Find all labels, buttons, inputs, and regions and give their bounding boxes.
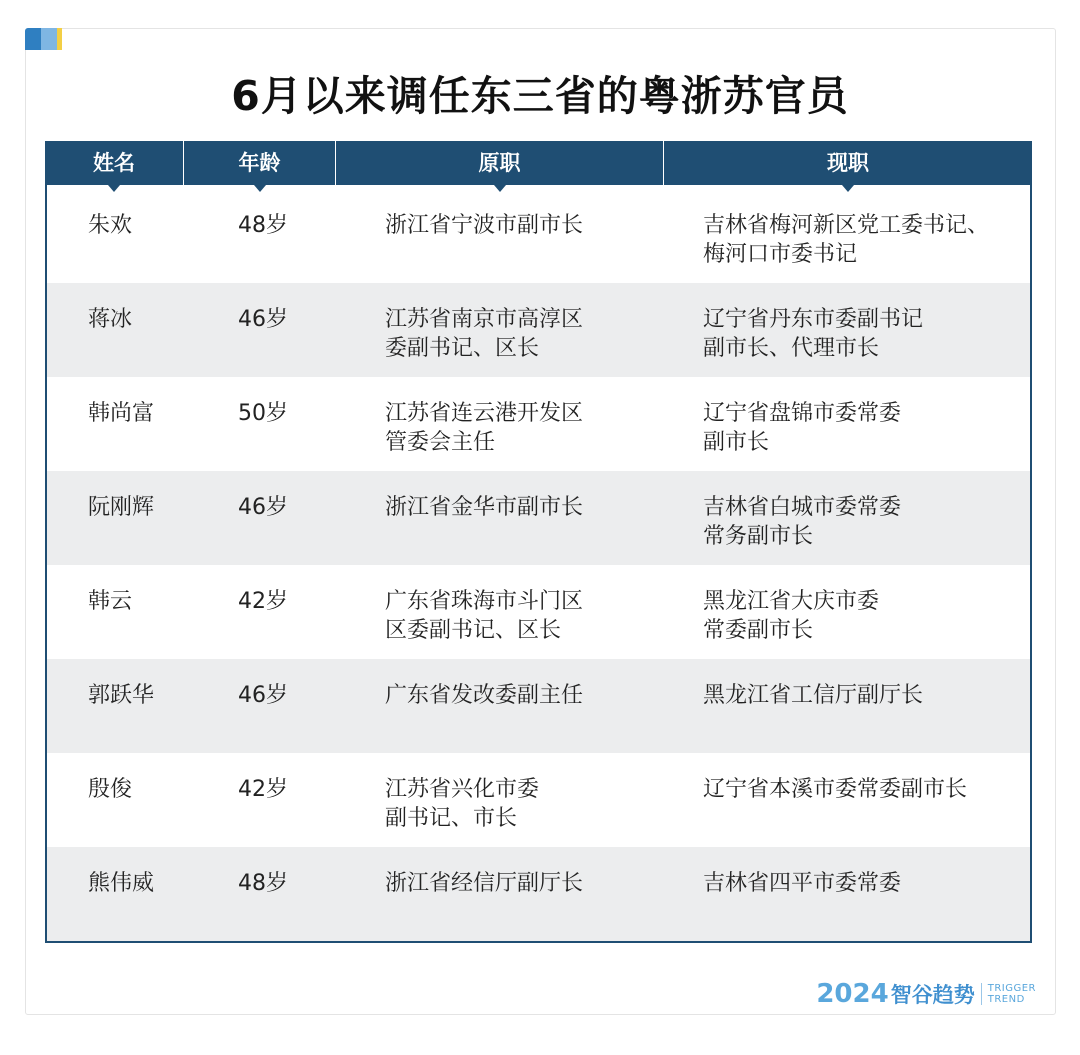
table-header xyxy=(45,141,1032,185)
cell-original-post: 江苏省南京市高淳区 委副书记、区长 xyxy=(385,307,584,361)
cell-original-post: 广东省珠海市斗门区 区委副书记、区长 xyxy=(385,589,584,643)
cell-age: 48岁 xyxy=(238,871,288,896)
cell-name: 郭跃华 xyxy=(88,683,155,708)
brand-name: 智谷趋势 xyxy=(890,983,975,1007)
cell-current-post: 吉林省四平市委常委 xyxy=(703,871,902,896)
cell-original-post: 浙江省经信厅副厅长 xyxy=(385,871,584,896)
corner-accent-yellow xyxy=(57,28,62,50)
header-age-label: 年龄 xyxy=(238,151,281,175)
cell-original-post: 浙江省金华市副市长 xyxy=(385,495,584,520)
cell-current-post: 黑龙江省大庆市委 常委副市长 xyxy=(703,589,880,643)
cell-age: 46岁 xyxy=(238,683,288,708)
header-name xyxy=(45,141,183,185)
header-name-label: 姓名 xyxy=(93,151,135,175)
header-current-post xyxy=(663,141,1032,185)
table-row xyxy=(47,753,1030,847)
cell-age: 46岁 xyxy=(238,495,288,520)
cell-original-post: 浙江省宁波市副市长 xyxy=(385,213,584,238)
cell-age: 48岁 xyxy=(238,213,288,238)
cell-current-post: 黑龙江省工信厅副厅长 xyxy=(703,683,924,708)
cell-current-post: 辽宁省盘锦市委常委 副市长 xyxy=(703,401,902,455)
brand-year: 2024 xyxy=(816,979,889,1009)
cell-age: 50岁 xyxy=(238,401,288,426)
brand-logo xyxy=(816,980,1036,1008)
brand-english-line-2: TREND xyxy=(987,994,1025,1005)
header-original-post-label: 原职 xyxy=(478,151,521,175)
corner-accent-light-blue xyxy=(41,28,57,50)
table-body xyxy=(45,185,1032,943)
corner-accent-mark xyxy=(25,28,62,50)
table-row xyxy=(47,189,1030,283)
header-original-post xyxy=(335,141,663,185)
cell-name: 朱欢 xyxy=(88,213,133,238)
brand-english-name xyxy=(988,983,1036,1005)
cell-current-post: 吉林省白城市委常委 常务副市长 xyxy=(703,495,902,549)
cell-age: 46岁 xyxy=(238,307,288,332)
table-row xyxy=(47,471,1030,565)
table-row xyxy=(47,283,1030,377)
table-row xyxy=(47,377,1030,471)
cell-original-post: 广东省发改委副主任 xyxy=(385,683,584,708)
table-row xyxy=(47,659,1030,753)
cell-name: 熊伟威 xyxy=(88,871,155,896)
brand-english-line-1: TRIGGER xyxy=(987,983,1036,994)
brand-divider xyxy=(981,983,982,1005)
cell-original-post: 江苏省兴化市委 副书记、市长 xyxy=(385,777,540,831)
page-title: 6月以来调任东三省的粤浙苏官员 xyxy=(231,72,849,120)
cell-current-post: 辽宁省丹东市委副书记 副市长、代理市长 xyxy=(703,307,924,361)
cell-name: 韩尚富 xyxy=(88,401,155,426)
header-age xyxy=(183,141,335,185)
cell-name: 蒋冰 xyxy=(88,307,133,332)
corner-accent-dark-blue xyxy=(25,28,41,50)
cell-age: 42岁 xyxy=(238,777,288,802)
cell-current-post: 辽宁省本溪市委常委副市长 xyxy=(703,777,968,802)
cell-name: 韩云 xyxy=(88,589,133,614)
officials-table xyxy=(45,141,1032,943)
table-row xyxy=(47,847,1030,941)
cell-name: 阮刚辉 xyxy=(88,495,155,520)
cell-age: 42岁 xyxy=(238,589,288,614)
cell-current-post: 吉林省梅河新区党工委书记、 梅河口市委书记 xyxy=(703,213,990,267)
header-current-post-label: 现职 xyxy=(827,151,869,175)
table-row xyxy=(47,565,1030,659)
cell-name: 殷俊 xyxy=(88,777,133,802)
cell-original-post: 江苏省连云港开发区 管委会主任 xyxy=(385,401,584,455)
